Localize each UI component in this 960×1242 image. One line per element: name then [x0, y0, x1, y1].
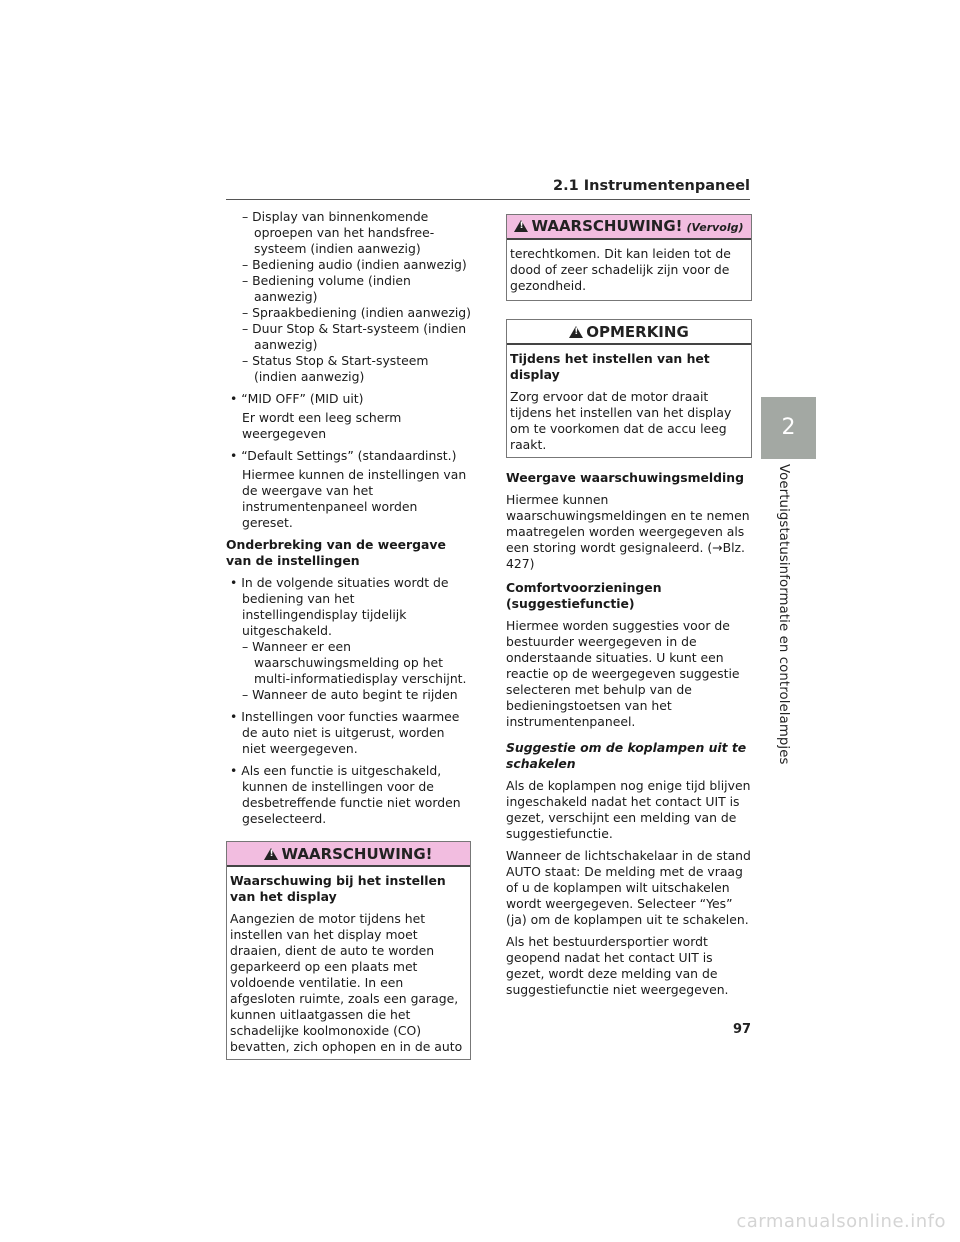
left-column: [226, 209, 471, 1070]
bullet-mid-off: • “MID OFF” (MID uit): [230, 391, 364, 406]
list-item: – Duur Stop & Start-systeem (indien aanwezig): [242, 321, 467, 352]
headlamp-text-2: Wanneer de lichtschakelaar in de stand AUTO staat: De melding met de vraag of u de koplampen wilt uitschakelen wordt weergegeven. Selecteer “Yes” (ja) om de koplampen uit te schakelen.: [506, 848, 751, 927]
warning-body: [227, 867, 470, 1059]
list-item: – Bediening volume (indien aanwezig): [242, 273, 411, 304]
right-column: [506, 214, 752, 1004]
page-header: [226, 178, 750, 200]
warning-continued-header: [507, 215, 751, 240]
headlamp-text-3: Als het bestuurdersportier wordt geopend nadat het contact UIT is gezet, wordt deze melding van de suggestiefunctie niet weergegeven.: [506, 934, 729, 997]
warning-text: Aangezien de motor tijdens het instellen van het display moet draaien, dient de auto te worden geparkeerd op een plaats met voldoende ventilatie. In een afgesloten ruimte, zoals een garage, kunnen uitlaatgassen die het schadelijke koolmonoxide (CO) bevatten, zich ophopen en in de auto: [230, 911, 463, 1054]
list-item: – Bediening audio (indien aanwezig): [242, 257, 467, 272]
warning-box: [226, 841, 471, 1060]
headlamp-text-1: Als de koplampen nog enige tijd blijven ingeschakeld nadat het contact UIT is gezet, verschijnt een melding van de suggestiefunctie.: [506, 778, 751, 841]
warning-subtitle: Waarschuwing bij het instellen van het display: [230, 873, 446, 904]
warning-icon: [264, 848, 278, 860]
list-item: – Status Stop & Start-systeem (indien aanwezig): [242, 353, 429, 384]
note-body: [507, 345, 751, 457]
caution-icon: [569, 326, 583, 338]
list-item: – Wanneer er een waarschuwingsmelding op het multi-informatiedisplay verschijnt.: [242, 639, 467, 686]
list-item: – Wanneer de auto begint te rijden: [242, 687, 458, 702]
note-header: [507, 320, 751, 345]
chapter-number: 2: [781, 415, 796, 440]
note-title: OPMERKING: [586, 323, 689, 341]
warning-title: WAARSCHUWING!: [281, 845, 433, 863]
section-title: 2.1 Instrumentenpaneel: [553, 178, 750, 194]
list-item: – Display van binnenkomende oproepen van het handsfree-systeem (indien aanwezig): [242, 209, 435, 256]
note-box: [506, 319, 752, 458]
bullet-situations: • In de volgende situaties wordt de bediening van het instellingendisplay tijdelijk uitgeschakeld.: [230, 575, 449, 638]
page-number: 97: [733, 1022, 752, 1037]
warn-msg-body: Hiermee kunnen waarschuwingsmeldingen en te nemen maatregelen worden weergegeven als een storing wordt gesignaleerd. (→Blz. 427): [506, 492, 750, 571]
note-subtitle: Tijdens het instellen van het display: [510, 351, 710, 382]
warning-continued-suffix: (Vervolg): [686, 221, 744, 234]
chapter-side-label: [761, 464, 816, 765]
chapter-title: Voertuigstatusinformatie en controlelampjes: [776, 464, 791, 765]
bullet-default-settings: • “Default Settings” (standaardinst.): [230, 448, 457, 463]
warning-header: [227, 842, 470, 867]
mid-off-description: Er wordt een leeg scherm weergegeven: [242, 410, 402, 441]
note-text: Zorg ervoor dat de motor draait tijdens het instellen van het display om te voorkomen dat de accu leeg raakt.: [510, 389, 732, 452]
bullet-not-equipped: • Instellingen voor functies waarmee de auto niet is uitgerust, worden niet weergegeven.: [230, 709, 460, 756]
headlamp-heading: Suggestie om de koplampen uit te schakelen: [506, 740, 747, 771]
comfort-body: Hiermee worden suggesties voor de bestuurder weergegeven in de onderstaande situaties. U kunt een reactie op de weergegeven suggestie selecteren met behulp van de bedieningstoetsen van het instrumentenpaneel.: [506, 618, 740, 729]
warning-continued-title: WAARSCHUWING!: [531, 217, 683, 235]
warn-msg-heading: Weergave waarschuwingsmelding: [506, 470, 744, 485]
dash-list: [226, 209, 471, 385]
watermark: carmanualsonline.info: [736, 1211, 946, 1232]
warning-continued-text: terechtkomen. Dit kan leiden tot de dood of zeer schadelijk zijn voor de gezondheid.: [510, 246, 731, 293]
warning-continued-body: [507, 240, 751, 300]
chapter-tab: [761, 397, 816, 459]
warning-icon: [514, 220, 528, 232]
default-settings-description: Hiermee kunnen de instellingen van de weergave van het instrumentenpaneel worden gereset.: [242, 467, 467, 530]
bullet-disabled: • Als een functie is uitgeschakeld, kunnen de instellingen voor de desbetreffende functie niet worden geselecteerd.: [230, 763, 461, 826]
list-item: – Spraakbediening (indien aanwezig): [242, 305, 471, 320]
comfort-heading: Comfortvoorzieningen (suggestiefunctie): [506, 580, 662, 611]
interrupt-heading: Onderbreking van de weergave van de instellingen: [226, 537, 446, 568]
warning-continued-box: [506, 214, 752, 301]
